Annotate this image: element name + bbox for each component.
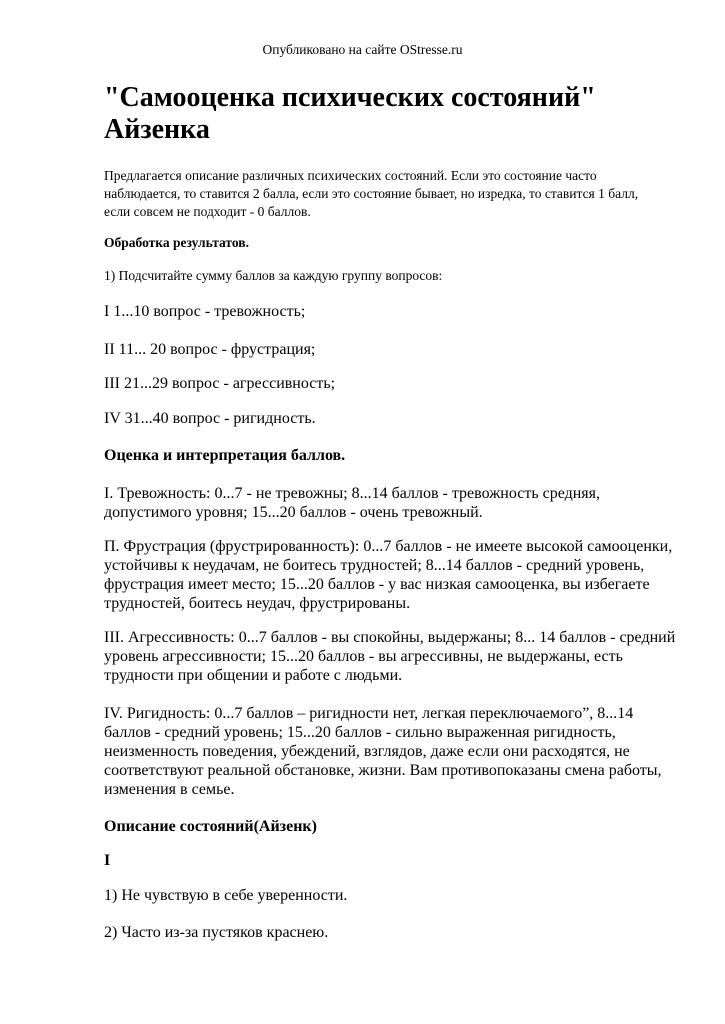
group-item-rigidity: IV 31...40 вопрос - ригидность. xyxy=(104,410,316,427)
group-item-aggressiveness: III 21...29 вопрос - агрессивность; xyxy=(104,375,336,392)
page-header: Опубликовано на сайте OStresse.ru xyxy=(262,42,463,57)
description-section-label: I xyxy=(104,852,111,869)
interpretation-aggressiveness: III. Агрессивность: 0...7 баллов - вы спокойны, выдержаны; 8... 14 баллов - средний уровень агрессивности; 15...20 баллов - вы агрессивны, не выдержаны, есть трудности при общении и работе с людьми. xyxy=(104,629,676,684)
processing-step-1: 1) Подсчитайте сумму баллов за каждую группу вопросов: xyxy=(104,268,443,283)
interpretation-frustration: П. Фрустрация (фрустрированность): 0...7 баллов - не имеете высокой самооценки, устойчивы к неудачам, не боитесь трудностей; 8...14 баллов - средний уровень, фрустрация имеет место; 15...20 баллов - у вас низкая самооценка, вы избегаете трудностей, боитесь неудач, фрустрированы. xyxy=(104,538,673,612)
interpretation-rigidity: IV. Ригидность: 0...7 баллов – ригидности нет, легкая переключаемого”, 8...14 баллов - средний уровень; 15...20 баллов - сильно выраженная ригидность, неизменность поведения, убеждений, взглядов, даже если они расходятся, не соответствуют реальной обстановке, жизни. Вам противопоказаны смена работы, изменения в семье. xyxy=(104,705,662,798)
description-heading: Описание состояний(Айзенк) xyxy=(104,818,317,835)
processing-heading: Обработка результатов. xyxy=(104,235,249,250)
description-item-2: 2) Часто из-за пустяков краснею. xyxy=(104,924,329,941)
intro-paragraph: Предлагается описание различных психических состояний. Если это состояние часто наблюдается, то ставится 2 балла, если это состояние бывает, но изредка, то ставится 1 балл, если совсем не подходит - 0 баллов. xyxy=(104,168,639,219)
interpretation-anxiety: I. Тревожность: 0...7 - не тревожны; 8...14 баллов - тревожность средняя, допустимого уровня; 15...20 баллов - очень тревожный. xyxy=(104,485,601,521)
group-item-frustration: II 11... 20 вопрос - фрустрация; xyxy=(104,341,316,358)
description-item-1: 1) Не чувствую в себе уверенности. xyxy=(104,887,348,904)
group-item-anxiety: I 1...10 вопрос - тревожность; xyxy=(104,303,306,320)
document-title: "Самооценка психических состояний" Айзенка xyxy=(104,82,596,145)
interpretation-heading: Оценка и интерпретация баллов. xyxy=(104,447,346,464)
